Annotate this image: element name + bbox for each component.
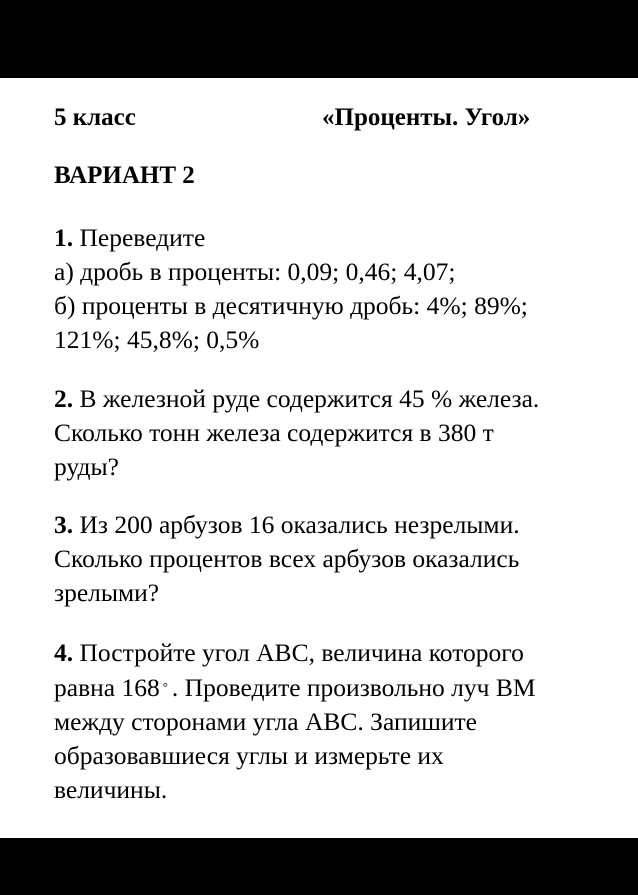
task-text: 121%; 45,8%; 0,5%	[54, 325, 260, 354]
task-text: Переведите	[79, 223, 206, 252]
task-text: . Проведите произвольно луч BM	[171, 673, 536, 702]
task-text: образовавшиеся углы и измерьте их	[54, 741, 444, 770]
grade-label: 5 класс	[54, 104, 136, 131]
task-line	[54, 382, 624, 416]
task-text: б) проценты в десятичную дробь: 4%; 89%;	[54, 291, 528, 320]
task-text: Из 200 арбузов 16 оказались незрелыми.	[79, 510, 520, 539]
task-text: Постройте угол ABC, величина которого	[79, 638, 524, 667]
task-text: величины.	[54, 775, 168, 804]
task-number: 2.	[54, 384, 74, 413]
task-number: 4.	[54, 638, 74, 667]
task-text: руды?	[54, 452, 119, 481]
task-3	[54, 508, 624, 610]
worksheet-header	[54, 104, 598, 138]
task-1	[54, 221, 624, 357]
task-text: зрелыми?	[54, 578, 160, 607]
task-2	[54, 382, 624, 484]
topic-title: «Проценты. Угол»	[322, 104, 531, 131]
worksheet-page	[0, 78, 638, 838]
task-number: 1.	[54, 223, 74, 252]
task-4	[54, 636, 624, 807]
task-number: 3.	[54, 510, 74, 539]
task-text: а) дробь в проценты: 0,09; 0,46; 4,07;	[54, 257, 456, 286]
task-text: равна 168	[54, 673, 160, 702]
task-text: Сколько процентов всех арбузов оказались	[54, 544, 520, 573]
variant-title: ВАРИАНТ 2	[54, 162, 195, 189]
degree-symbol: °	[162, 679, 168, 694]
task-text: между сторонами угла ABC. Запишите	[54, 707, 477, 736]
task-line	[54, 670, 624, 705]
task-line	[54, 636, 624, 670]
task-text: В железной руде содержится 45 % железа.	[79, 384, 540, 413]
task-text: Сколько тонн железа содержится в 380 т	[54, 418, 494, 447]
task-line	[54, 508, 624, 542]
task-line	[54, 221, 624, 255]
